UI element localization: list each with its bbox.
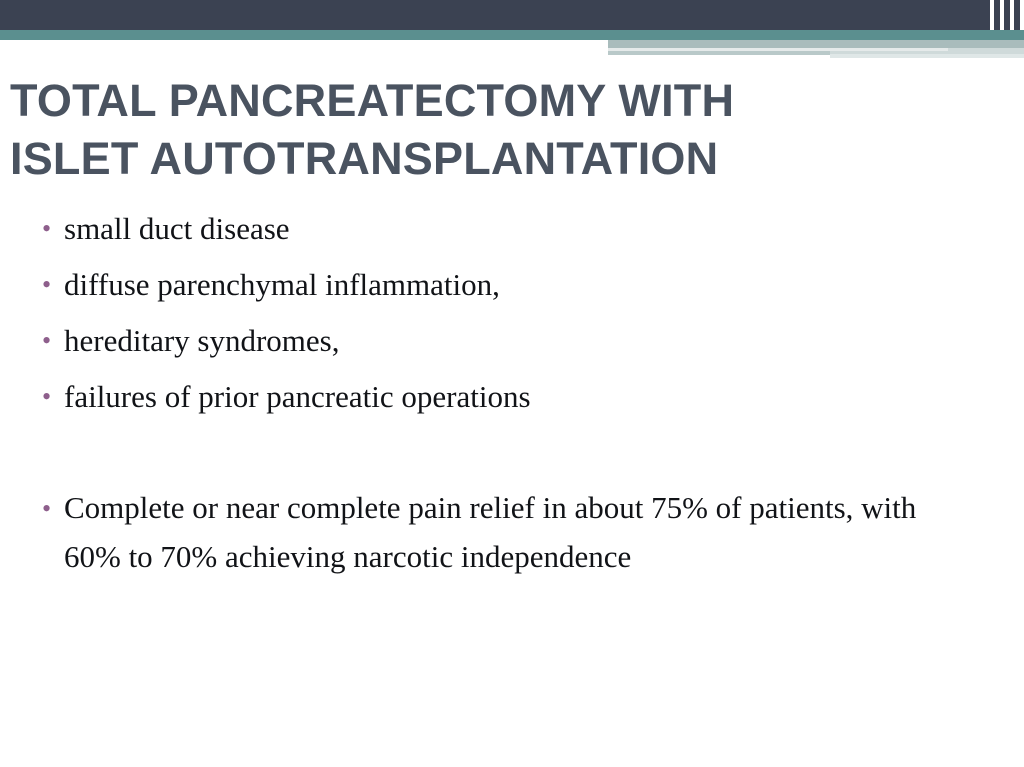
list-item-label: failures of prior pancreatic operations [64, 379, 531, 414]
slide-title [10, 72, 910, 187]
banner-dark-band [0, 0, 1024, 30]
list-item [34, 371, 964, 423]
list-item-label: Complete or near complete pain relief in about 75% of patients, with 60% to 70% achieving narcotic independence [64, 490, 917, 574]
banner-tick-4 [1020, 0, 1024, 30]
list-group-spacer [34, 427, 964, 483]
list-item-label: hereditary syndromes, [64, 323, 340, 358]
banner-tick-1 [990, 0, 994, 30]
bullet-dot-icon: • [42, 382, 52, 411]
slide-body [34, 203, 964, 585]
bullet-dot-icon: • [42, 326, 52, 355]
list-item [34, 483, 964, 581]
bullet-dot-icon: • [42, 270, 52, 299]
bullet-dot-icon: • [42, 214, 52, 243]
list-item [34, 259, 964, 311]
bullet-dot-icon: • [42, 494, 52, 523]
banner-accent-strip-a [608, 48, 948, 51]
slide-title-line-2: ISLET AUTOTRANSPLANTATION [10, 132, 719, 184]
list-item-label: diffuse parenchymal inflammation, [64, 267, 500, 302]
list-item-label: small duct disease [64, 211, 290, 246]
banner-teal-band [0, 30, 1024, 40]
banner-tick-3 [1010, 0, 1014, 30]
slide-title-line-1: TOTAL PANCREATECTOMY WITH [10, 75, 735, 126]
banner-accent-strip-c [608, 51, 830, 55]
banner-white-band [0, 40, 608, 48]
list-item [34, 203, 964, 255]
list-item [34, 315, 964, 367]
banner-grey-band [608, 40, 1024, 48]
banner-tick-2 [1000, 0, 1004, 30]
banner-accent-strip-b [830, 54, 1024, 58]
slide-header-banner [0, 0, 1024, 62]
